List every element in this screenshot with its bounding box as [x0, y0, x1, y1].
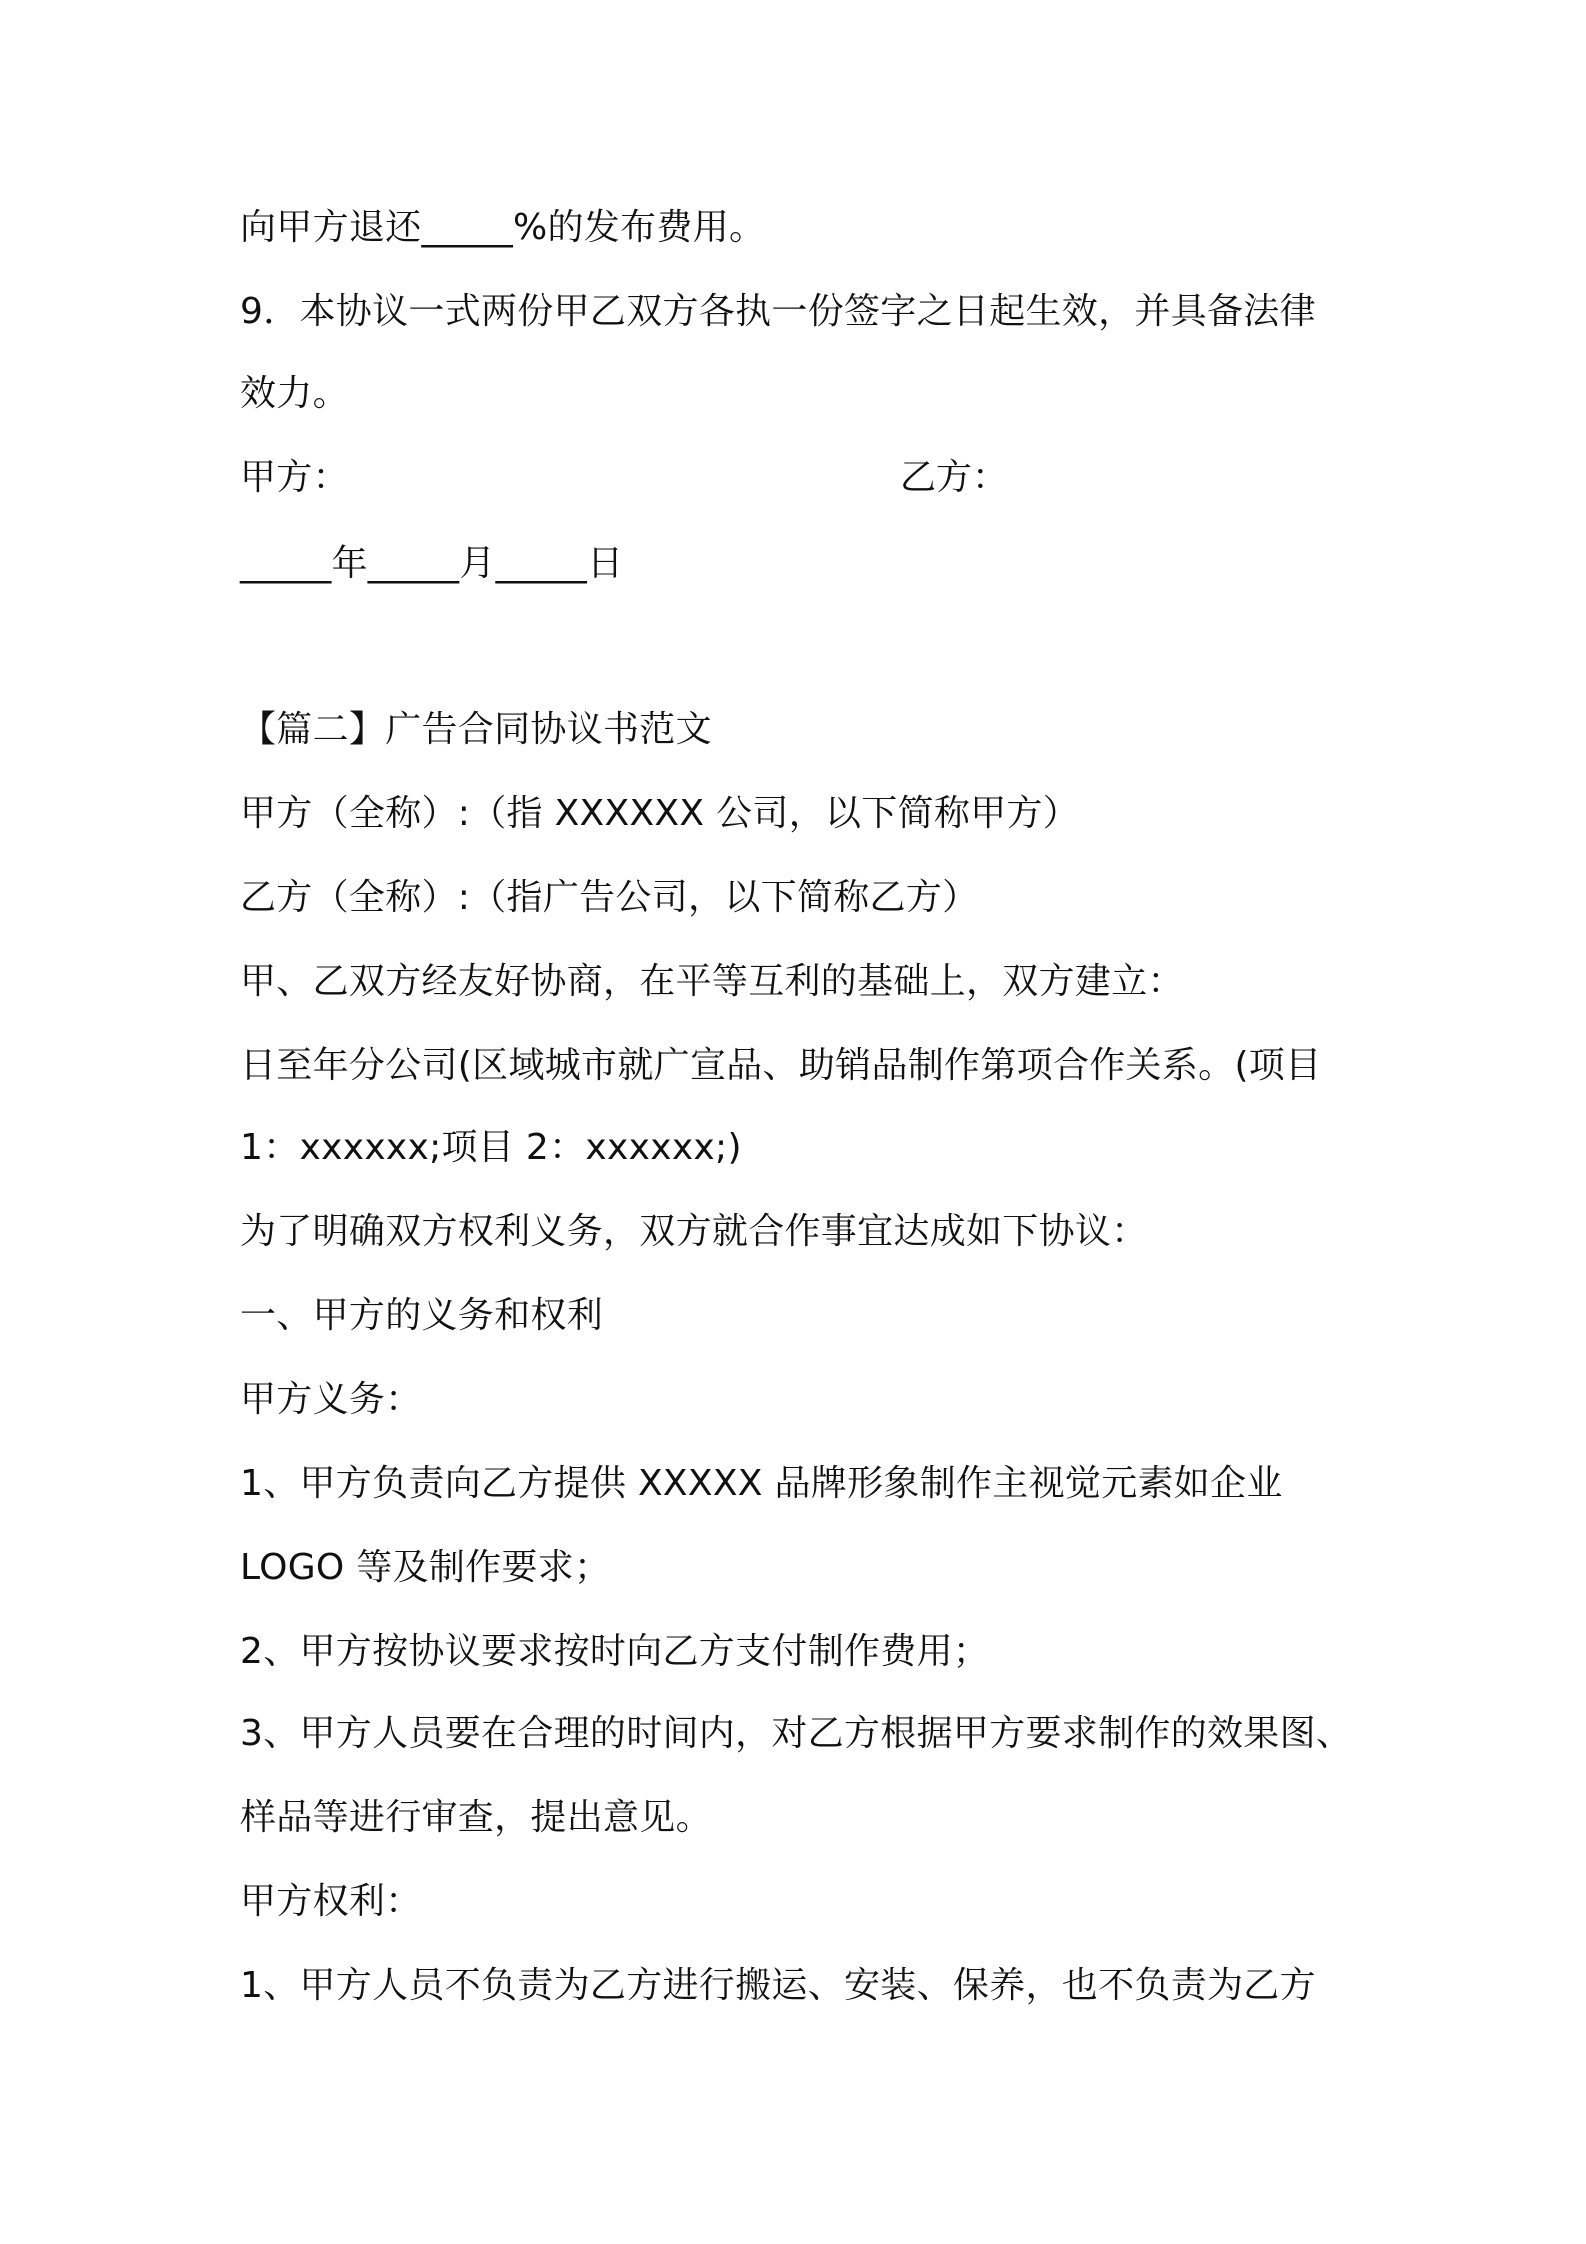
party-a-duties-heading: 一、甲方的义务和权利: [240, 1295, 604, 1336]
clause-9-line-2: 效力。: [240, 373, 349, 414]
obligation-1-line-1: 1、甲方负责向乙方提供 XXXXX 品牌形象制作主视觉元素如企业: [240, 1463, 1283, 1504]
party-b-signature-label: 乙方：: [900, 457, 1009, 498]
section-two-title: 【篇二】广告合同协议书范文: [240, 709, 712, 750]
purpose-line: 为了明确双方权利义务，双方就合作事宜达成如下协议：: [240, 1211, 1148, 1252]
party-b-full-name-line: 乙方（全称）:（指广告公司，以下简称乙方）: [240, 877, 979, 918]
clause-9-line-1: 9．本协议一式两份甲乙双方各执一份签字之日起生效，并具备法律: [240, 291, 1316, 332]
party-a-full-name-line: 甲方（全称）:（指 XXXXXX 公司，以下简称甲方）: [240, 793, 1080, 834]
cooperation-scope-line-1: 日至年分公司(区域城市就广宣品、助销品制作第项合作关系。(项目: [240, 1045, 1322, 1086]
party-a-obligations-heading: 甲方义务：: [240, 1379, 422, 1420]
refund-clause-line: 向甲方退还_____%的发布费用。: [240, 207, 766, 248]
obligation-1-line-2: LOGO 等及制作要求；: [240, 1547, 611, 1588]
obligation-3-line-1: 3、甲方人员要在合理的时间内，对乙方根据甲方要求制作的效果图、: [240, 1713, 1353, 1754]
obligation-2-line: 2、甲方按协议要求按时向乙方支付制作费用；: [240, 1631, 990, 1672]
agreement-intro-line: 甲、乙双方经友好协商，在平等互利的基础上，双方建立：: [240, 961, 1184, 1002]
party-a-signature-label: 甲方：: [240, 457, 349, 498]
cooperation-scope-line-2: 1：xxxxxx;项目 2：xxxxxx;): [240, 1127, 742, 1168]
signature-date-line: _____年_____月_____日: [240, 543, 624, 584]
party-a-rights-heading: 甲方权利：: [240, 1881, 422, 1922]
obligation-3-line-2: 样品等进行审查，提出意见。: [240, 1797, 712, 1838]
right-1-line: 1、甲方人员不负责为乙方进行搬运、安装、保养，也不负责为乙方: [240, 1965, 1316, 2006]
